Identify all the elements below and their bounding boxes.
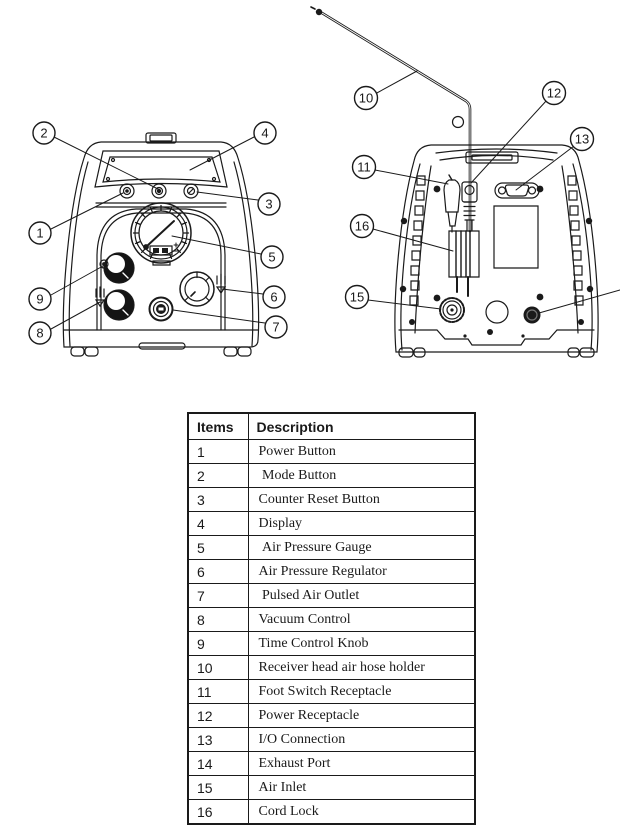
item-description: Pulsed Air Outlet: [248, 584, 475, 608]
back-leader-lines: [368, 71, 620, 313]
callout-5: [261, 246, 283, 268]
rod-ring: [453, 117, 464, 128]
item-description: Exhaust Port: [248, 752, 475, 776]
table-row: [188, 752, 475, 776]
table-row: [188, 800, 475, 825]
callout-7: [265, 316, 287, 338]
front-foot: [85, 347, 98, 356]
item-number: 16: [188, 800, 248, 825]
back-base-line: [399, 330, 594, 345]
callout-7-num: 7: [272, 319, 280, 335]
item-number: 10: [188, 656, 248, 680]
front-foot: [238, 347, 251, 356]
callout-12: [543, 82, 566, 105]
item-description: Receiver head air hose holder: [248, 656, 475, 680]
callout-11: [353, 156, 376, 179]
table-row: [188, 584, 475, 608]
item-number: 3: [188, 488, 248, 512]
table-row: [188, 776, 475, 800]
item-number: 14: [188, 752, 248, 776]
callout-11-num: 11: [357, 159, 371, 175]
vent-hole: [486, 301, 508, 323]
device-diagram: [0, 0, 620, 405]
callout-1: [29, 222, 51, 244]
item-number: 4: [188, 512, 248, 536]
item-description: Air Pressure Regulator: [248, 560, 475, 584]
callout-1-num: 1: [36, 225, 44, 241]
table-row: [188, 656, 475, 680]
parts-table: [187, 412, 476, 825]
gauge-needle: [147, 221, 174, 246]
callout-13: [571, 128, 594, 151]
table-row: [188, 728, 475, 752]
callout-9: [29, 288, 51, 310]
description-column-header: Description: [248, 413, 475, 440]
table-row: [188, 440, 475, 464]
exhaust-port-leader: [539, 290, 620, 313]
callout-12-num: 12: [546, 85, 562, 101]
callout-2-num: 2: [40, 125, 48, 141]
front-body-inner-right: [234, 162, 253, 346]
vacuum-control-knob[interactable]: [104, 290, 134, 320]
callout-8: [29, 322, 51, 344]
pulsed-air-outlet[interactable]: [150, 298, 173, 321]
item-description: Power Receptacle: [248, 704, 475, 728]
item-number: 15: [188, 776, 248, 800]
callout-10-num: 10: [358, 90, 374, 106]
front-foot: [224, 347, 237, 356]
callout-8-num: 8: [36, 325, 44, 341]
item-number: 5: [188, 536, 248, 560]
display-screen: [103, 157, 220, 182]
callout-4-num: 4: [261, 125, 269, 141]
item-number: 11: [188, 680, 248, 704]
item-description: Vacuum Control: [248, 608, 475, 632]
table-row: [188, 680, 475, 704]
table-row: [188, 536, 475, 560]
item-description: Foot Switch Receptacle: [248, 680, 475, 704]
exhaust-port[interactable]: [524, 307, 541, 324]
gauge-needle-hub: [144, 245, 149, 250]
bezel-screw: [112, 159, 115, 162]
air-hose-holder-rod: [311, 7, 470, 231]
item-number: 7: [188, 584, 248, 608]
item-description: Counter Reset Button: [248, 488, 475, 512]
item-number: 9: [188, 632, 248, 656]
callout-3: [258, 193, 280, 215]
front-foot: [71, 347, 84, 356]
label-plate: [494, 206, 538, 268]
item-number: 8: [188, 608, 248, 632]
item-number: 6: [188, 560, 248, 584]
table-row: [188, 704, 475, 728]
table-row: [188, 488, 475, 512]
callout-9-num: 9: [36, 291, 44, 307]
item-description: I/O Connection: [248, 728, 475, 752]
item-description: Air Inlet: [248, 776, 475, 800]
bezel-screw: [107, 178, 110, 181]
callout-2: [33, 122, 55, 144]
air-inlet[interactable]: [440, 298, 464, 322]
front-leader-lines: [51, 137, 265, 329]
callout-16-num: 16: [354, 218, 370, 234]
item-description: Mode Button: [248, 464, 475, 488]
callout-10: [355, 87, 378, 110]
item-description: Air Pressure Gauge: [248, 536, 475, 560]
table-row: [188, 512, 475, 536]
cord-lock[interactable]: [449, 231, 479, 296]
callout-4: [254, 122, 276, 144]
io-connection[interactable]: [495, 183, 539, 198]
item-description: Display: [248, 512, 475, 536]
callout-3-num: 3: [265, 196, 273, 212]
item-number: 13: [188, 728, 248, 752]
table-row: [188, 608, 475, 632]
table-header-row: [188, 413, 475, 440]
item-number: 2: [188, 464, 248, 488]
item-number: 12: [188, 704, 248, 728]
table-row: [188, 560, 475, 584]
callout-16: [351, 215, 374, 238]
front-view-drawing: [63, 133, 258, 356]
callout-5-num: 5: [268, 249, 276, 265]
counter-reset-button[interactable]: [184, 184, 198, 198]
handle-recess-lower: [440, 156, 553, 161]
air-pressure-regulator-knob[interactable]: [180, 272, 214, 306]
mode-button[interactable]: [152, 184, 166, 198]
callout-6-num: 6: [270, 289, 278, 305]
item-description: Power Button: [248, 440, 475, 464]
power-button[interactable]: [120, 184, 134, 198]
callout-15-num: 15: [349, 289, 365, 305]
item-description: Cord Lock: [248, 800, 475, 825]
front-base-tab: [139, 343, 185, 349]
item-description: Time Control Knob: [248, 632, 475, 656]
callout-15: [346, 286, 369, 309]
screws: [400, 186, 593, 338]
item-number: 1: [188, 440, 248, 464]
table-row: [188, 632, 475, 656]
table-row: [188, 464, 475, 488]
bezel-screw: [213, 178, 216, 181]
front-top-tab-inner: [150, 135, 172, 141]
items-column-header: Items: [188, 413, 248, 440]
front-body-inner-left: [69, 162, 88, 346]
handle-grip: [466, 152, 518, 163]
air-pressure-gauge: [131, 203, 191, 265]
callout-6: [263, 286, 285, 308]
time-control-knob[interactable]: [104, 253, 134, 283]
callout-13-num: 13: [574, 131, 590, 147]
